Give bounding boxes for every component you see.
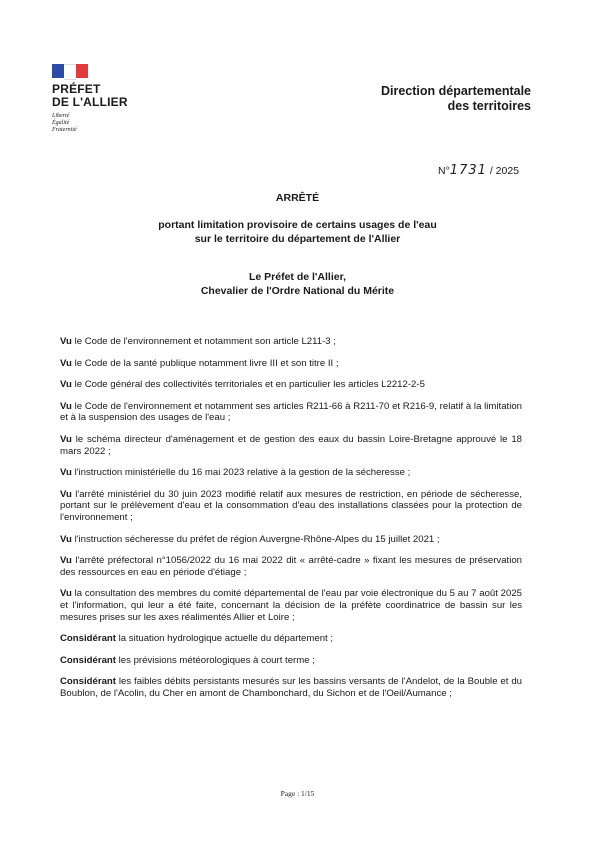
visa-lead: Vu bbox=[60, 433, 72, 445]
considerant-paragraph bbox=[60, 633, 522, 645]
visa-paragraph bbox=[60, 489, 522, 524]
visa-lead: Vu bbox=[60, 533, 72, 545]
direction-line1: Direction départementale bbox=[380, 84, 531, 98]
considerant-text: les faibles débits persistants mesurés sur les bassins versants de l'Andelot, de la Bouble et du Boublon, de l'Acolin, du Cher en amont de Chambonchard, du Sichon et de l'Oeil/Aumance ; bbox=[60, 676, 522, 699]
republic-motto bbox=[52, 113, 128, 134]
prefet-title-block bbox=[0, 270, 595, 298]
visa-text: l'arrêté ministériel du 30 juin 2023 modifié relatif aux mesures de restriction, en période de sécheresse, portant sur le prélèvement d'eau et la consommation d'eau des installations classées pour la protection de l'environnement ; bbox=[60, 488, 522, 523]
visa-lead: Vu bbox=[60, 555, 72, 567]
visa-paragraph bbox=[60, 555, 522, 578]
issuing-direction bbox=[381, 84, 531, 114]
visa-paragraph bbox=[60, 434, 522, 457]
visas-body bbox=[60, 336, 522, 699]
document-title: ARRÊTÉ bbox=[275, 192, 320, 204]
direction-line2: des territoires bbox=[447, 99, 531, 113]
page-number: Page : 1/15 bbox=[280, 789, 315, 798]
considerant-lead: Considérant bbox=[60, 676, 116, 688]
motto-liberte: Liberté bbox=[52, 113, 70, 119]
visa-paragraph bbox=[60, 336, 522, 348]
visa-paragraph bbox=[60, 401, 522, 424]
considerant-text: les prévisions météorologiques à court terme ; bbox=[115, 654, 315, 666]
visa-text: le Code de l'environnement et notamment son article L211-3 ; bbox=[71, 336, 336, 347]
visa-text: le Code de l'environnement et notamment ses articles R211-66 à R211-70 et R216-9, relatif à la limitation et à la suspension des usages de l'eau ; bbox=[60, 400, 522, 424]
marianne-flag-icon bbox=[52, 64, 88, 78]
considerant-paragraph bbox=[60, 676, 522, 699]
considerant-lead: Considérant bbox=[60, 633, 116, 645]
handwritten-number: 1731 bbox=[449, 163, 487, 178]
considerant-lead: Considérant bbox=[60, 654, 116, 666]
visa-text: l'instruction ministérielle du 16 mai 2023 relative à la gestion de la sécheresse ; bbox=[71, 467, 411, 479]
considerant-text: la situation hydrologique actuelle du département ; bbox=[115, 633, 334, 645]
document-subtitle bbox=[0, 218, 595, 246]
visa-text: l'instruction sécheresse du préfet de région Auvergne-Rhône-Alpes du 15 juillet 2021 ; bbox=[71, 533, 440, 545]
considerant-paragraph bbox=[60, 655, 522, 667]
visa-lead: Vu bbox=[60, 336, 72, 347]
prefet-title-line1: Le Préfet de l'Allier, bbox=[248, 271, 347, 283]
visa-text: le Code de la santé publique notamment livre III et son titre II ; bbox=[71, 357, 339, 369]
visa-lead: Vu bbox=[60, 379, 72, 391]
number-year: / 2025 bbox=[489, 165, 520, 177]
prefet-logo bbox=[52, 64, 128, 134]
visa-text: le schéma directeur d'aménagement et de gestion des eaux du bassin Loire-Bretagne approuvé le 18 mars 2022 ; bbox=[60, 433, 522, 457]
prefet-name-line2: DE L'ALLIER bbox=[52, 95, 128, 109]
visa-paragraph bbox=[60, 588, 522, 623]
visa-paragraph bbox=[60, 534, 522, 546]
number-prefix: N° bbox=[438, 165, 450, 177]
visa-text: l'arrêté préfectoral n°1056/2022 du 16 mai 2022 dit « arrêté-cadre » fixant les mesures de préservation des ressources en eau en période d'étiage ; bbox=[60, 555, 522, 578]
visa-paragraph bbox=[60, 467, 522, 479]
visa-lead: Vu bbox=[60, 400, 72, 412]
visa-paragraph bbox=[60, 358, 522, 370]
prefet-title-line2: Chevalier de l'Ordre National du Mérite bbox=[200, 285, 395, 297]
motto-egalite: Égalité bbox=[52, 120, 70, 126]
visa-text: la consultation des membres du comité départemental de l'eau par voie électronique du 5 au 7 août 2025 et l'information, qui leur a été faite, concernant la décision de la préfète coordinatrice de bassin sur les mesures prises sur les axes réalimentés Allier et Loire ; bbox=[60, 588, 522, 623]
visa-lead: Vu bbox=[60, 357, 72, 369]
visa-text: le Code général des collectivités territoriales et en particulier les articles L2212-2-5 bbox=[71, 379, 425, 391]
motto-fraternite: Fraternité bbox=[52, 127, 77, 133]
prefet-name-line1: PRÉFET bbox=[52, 82, 101, 96]
visa-lead: Vu bbox=[60, 588, 72, 600]
visa-paragraph bbox=[60, 379, 522, 391]
arrete-number bbox=[438, 163, 519, 178]
visa-lead: Vu bbox=[60, 467, 72, 479]
subtitle-line1: portant limitation provisoire de certains usages de l'eau bbox=[158, 219, 437, 231]
subtitle-line2: sur le territoire du département de l'Allier bbox=[194, 233, 401, 245]
visa-lead: Vu bbox=[60, 488, 72, 500]
